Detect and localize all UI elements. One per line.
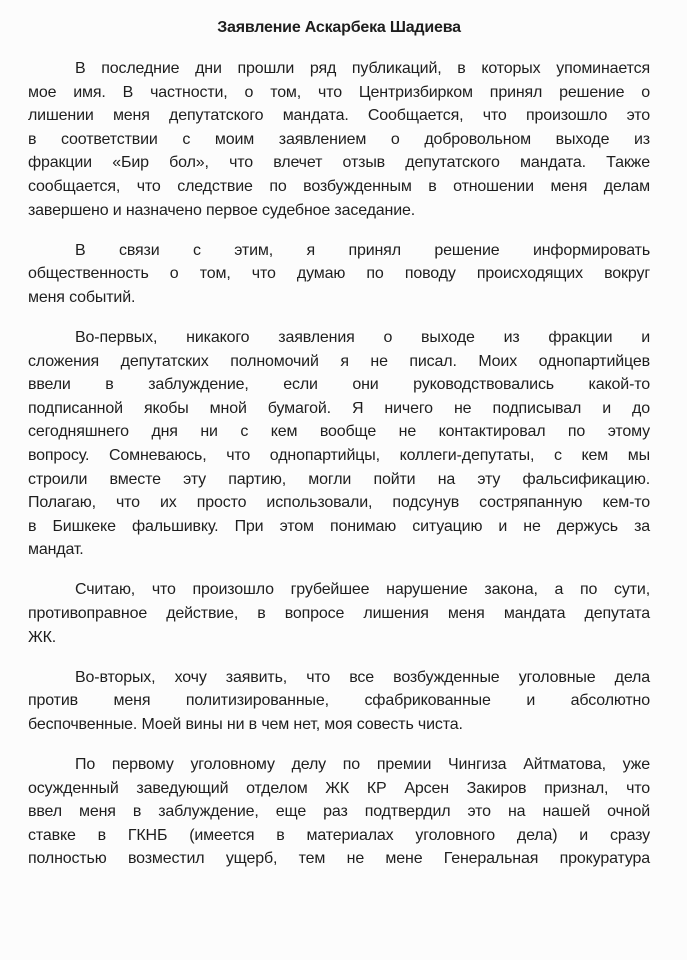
document-title: Заявление Аскарбека Шадиева	[217, 19, 461, 36]
paragraph	[28, 57, 650, 222]
text-line: фракции «Бир бол», что влечет отзыв депутатского мандата. Также	[28, 154, 650, 172]
paragraph	[28, 578, 650, 649]
text-line: Полагаю, что их просто использовали, подсунув состряпанную кем-то	[28, 494, 650, 512]
document-body	[28, 57, 650, 887]
text-line: сообщается, что следствие по возбужденным в отношении меня делам	[28, 177, 650, 195]
text-line: в соответствии с моим заявлением о добровольном выходе из	[28, 130, 650, 148]
text-line: осужденный заведующий отделом ЖК КР Арсен Закиров признал, что	[28, 779, 650, 797]
text-line: ввели в заблуждение, если они руководствовались какой-то	[28, 376, 650, 394]
text-line: вопросу. Сомневаюсь, что однопартийцы, коллеги-депутаты, с кем мы	[28, 446, 650, 464]
text-line: в Бишкеке фальшивку. При этом понимаю ситуацию и не держусь за	[28, 517, 650, 535]
paragraph	[28, 753, 650, 871]
text-line: беспочвенные. Моей вины ни в чем нет, моя совесть чиста.	[28, 715, 463, 733]
text-line: сложения депутатских полномочий я не писал. Моих однопартийцев	[28, 352, 650, 370]
text-line: мое имя. В частности, о том, что Центризбирком принял решение о	[28, 83, 650, 101]
text-line: В связи с этим, я принял решение информировать	[75, 241, 650, 259]
text-line: общественность о том, что думаю по поводу происходящих вокруг	[28, 265, 650, 283]
text-line: лишении меня депутатского мандата. Сообщается, что произошло это	[28, 107, 650, 125]
text-line: ЖК.	[28, 628, 57, 646]
text-line: ставке в ГКНБ (имеется в материалах уголовного дела) и сразу	[28, 826, 650, 844]
text-line: Во-первых, никакого заявления о выходе из фракции и	[75, 328, 650, 346]
paragraph	[28, 666, 650, 737]
paragraph	[28, 239, 650, 310]
paragraph	[28, 326, 650, 562]
text-line: противоправное действие, в вопросе лишения меня мандата депутата	[28, 604, 650, 622]
text-line: меня событий.	[28, 288, 136, 306]
text-line: ввел меня в заблуждение, еще раз подтвердил это на нашей очной	[28, 803, 650, 821]
text-line: По первому уголовному делу по премии Чингиза Айтматова, уже	[75, 755, 650, 773]
text-line: мандат.	[28, 541, 84, 559]
text-line: завершено и назначено первое судебное заседание.	[28, 201, 416, 219]
text-line: В последние дни прошли ряд публикаций, в которых упоминается	[75, 60, 650, 77]
text-line: подписанной якобы мной бумагой. Я ничего не подписывал и до	[28, 399, 650, 417]
text-line: Во-вторых, хочу заявить, что все возбужденные уголовные дела	[75, 668, 650, 686]
text-line: строили вместе эту партию, могли пойти на эту фальсификацию.	[28, 470, 650, 488]
text-line: против меня политизированные, сфабрикованные и абсолютно	[28, 692, 650, 710]
text-line: Считаю, что произошло грубейшее нарушение закона, а по сути,	[75, 581, 650, 599]
text-line: полностью возместил ущерб, тем не мене Генеральная прокуратура	[28, 850, 650, 868]
text-line: сегодняшнего дня ни с кем вообще не контактировал по этому	[28, 423, 650, 441]
